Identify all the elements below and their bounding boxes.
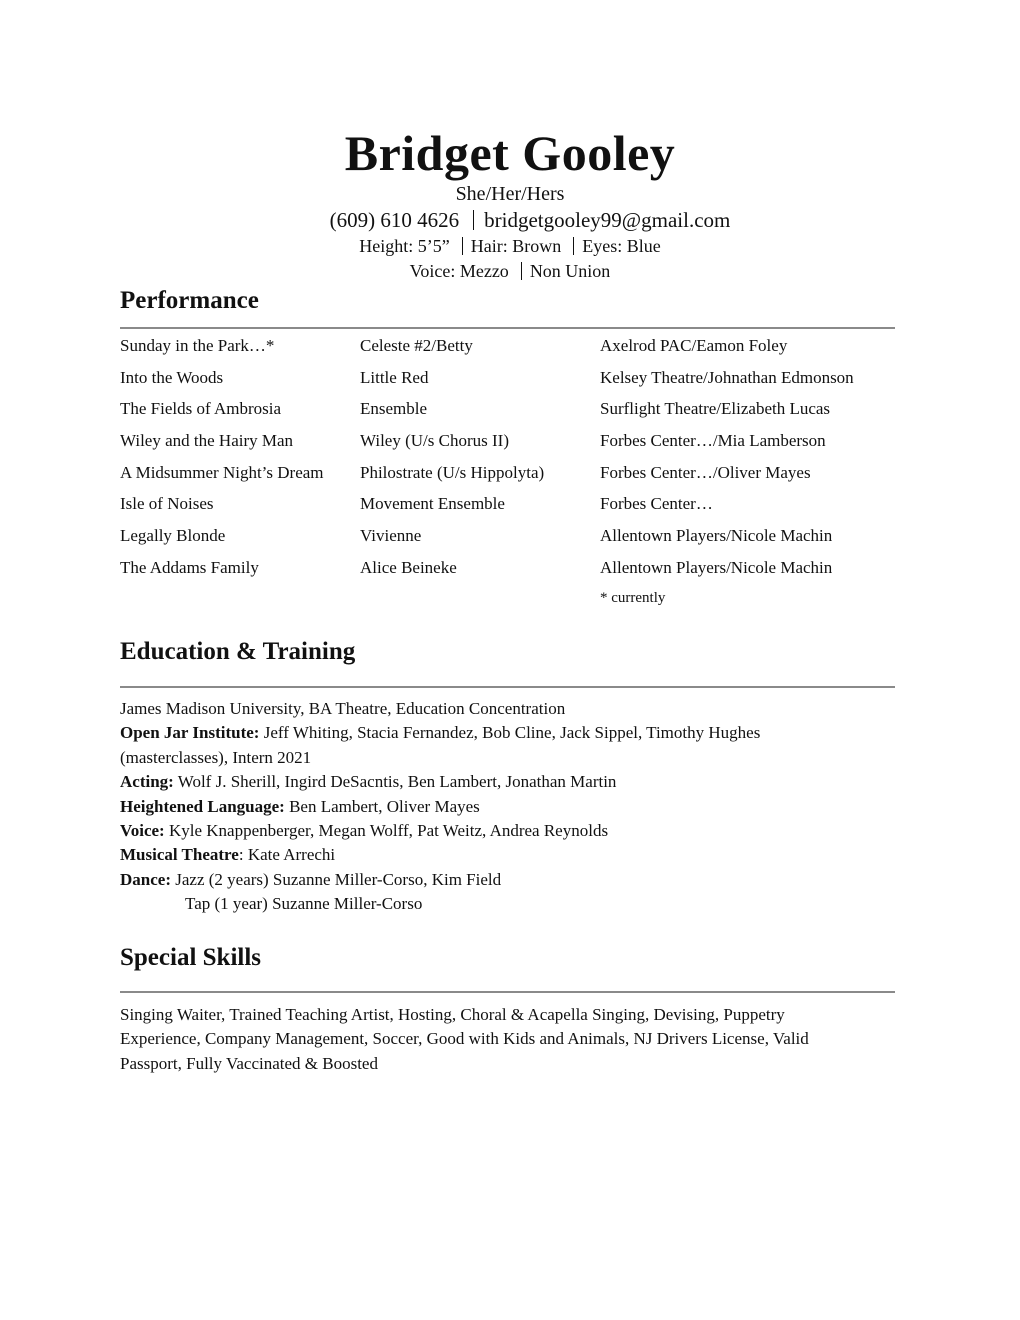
performance-table (120, 333, 900, 587)
training-label: Acting: (120, 772, 174, 792)
show-title: Isle of Noises (120, 494, 214, 514)
training-label: Voice: (120, 821, 165, 841)
show-title: The Fields of Ambrosia (120, 399, 282, 419)
hair-stat: Hair: Brown (470, 236, 562, 256)
performance-row (120, 428, 900, 460)
show-title: Wiley and the Hairy Man (120, 431, 294, 451)
footnote: * currently (600, 590, 666, 606)
education-degree: James Madison University, BA Theatre, Education Concentration (120, 699, 566, 718)
section-rule (120, 991, 895, 993)
show-title: A Midsummer Night’s Dream (120, 462, 324, 482)
training-heightened-language (120, 795, 900, 819)
performance-heading: Performance (120, 287, 259, 314)
show-title: The Addams Family (120, 557, 259, 577)
contact-line (0, 206, 1020, 234)
performance-row (120, 365, 900, 397)
training-label: Musical Theatre (120, 845, 239, 865)
role: Philostrate (U/s Hippolyta) (360, 462, 545, 482)
training-detail: Wolf J. Sherill, Ingird DeSacntis, Ben Lambert, Jonathan Martin (173, 772, 617, 792)
education-heading: Education & Training (120, 638, 356, 665)
company-director: Surflight Theatre/Elizabeth Lucas (600, 399, 831, 419)
training-voice (120, 819, 900, 843)
performance-row (120, 460, 900, 492)
voice-stat: Voice: Mezzo (409, 261, 509, 281)
company-director: Allentown Players/Nicole Machin (600, 557, 833, 577)
training-acting (120, 770, 900, 794)
union-status: Non Union (529, 261, 611, 281)
eyes-stat: Eyes: Blue (582, 236, 661, 256)
company-director: Allentown Players/Nicole Machin (600, 526, 833, 546)
company-director: Forbes Center…/Mia Lamberson (600, 431, 826, 451)
performance-row (120, 491, 900, 523)
training-detail: : Kate Arrechi (238, 845, 336, 865)
skills-line: Experience, Company Management, Soccer, Good with Kids and Animals, NJ Drivers License, Valid (120, 1029, 809, 1049)
skills-line: Singing Waiter, Trained Teaching Artist, Hosting, Choral & Acapella Singing, Devising, Puppetry (120, 1005, 785, 1024)
section-rule (120, 327, 895, 329)
training-detail: Ben Lambert, Oliver Mayes (284, 796, 480, 816)
resume-header (0, 122, 1020, 284)
training-open-jar (120, 721, 900, 745)
performance-row (120, 523, 900, 555)
company-director: Axelrod PAC/Eamon Foley (600, 336, 788, 355)
training-label: Open Jar Institute: (120, 723, 260, 743)
show-title: Sunday in the Park…* (120, 336, 275, 355)
stats-line (0, 234, 1020, 259)
training-dance-cont: Tap (1 year) Suzanne Miller-Corso (185, 894, 423, 914)
performance-row (120, 555, 900, 587)
role: Ensemble (360, 399, 428, 419)
divider (521, 262, 522, 280)
email-address: bridgetgooley99@gmail.com (484, 208, 731, 232)
role: Movement Ensemble (360, 494, 505, 514)
performance-row (120, 396, 900, 428)
training-detail: Kyle Knappenberger, Megan Wolff, Pat Weitz, Andrea Reynolds (164, 821, 609, 841)
performance-row (120, 333, 900, 365)
skills-heading: Special Skills (120, 944, 262, 971)
skills-line: Passport, Fully Vaccinated & Boosted (120, 1053, 378, 1073)
phone-number: (609) 610 4626 (329, 208, 460, 232)
role: Wiley (U/s Chorus II) (360, 431, 509, 451)
role: Vivienne (360, 526, 422, 546)
candidate-name: Bridget Gooley (344, 125, 676, 181)
show-title: Legally Blonde (120, 526, 226, 546)
section-rule (120, 686, 895, 688)
skills-list (120, 1003, 900, 1076)
role: Little Red (360, 367, 429, 387)
training-label: Heightened Language: (120, 796, 285, 816)
company-director: Forbes Center… (600, 494, 713, 514)
height-stat: Height: 5’5” (359, 236, 450, 256)
training-open-jar-cont: (masterclasses), Intern 2021 (120, 747, 312, 767)
show-title: Into the Woods (120, 367, 224, 387)
training-detail: Jazz (2 years) Suzanne Miller-Corso, Kim Field (170, 869, 502, 889)
role: Alice Beineke (360, 557, 457, 577)
company-director: Forbes Center…/Oliver Mayes (600, 462, 811, 482)
training-dance (120, 868, 900, 892)
divider (462, 237, 463, 255)
role: Celeste #2/Betty (360, 336, 473, 355)
pronouns: She/Her/Hers (455, 183, 565, 205)
training-musical-theatre (120, 843, 900, 867)
divider (473, 210, 474, 230)
training-detail: Jeff Whiting, Stacia Fernandez, Bob Cline, Jack Sippel, Timothy Hughes (259, 723, 761, 743)
training-label: Dance: (120, 869, 171, 889)
company-director: Kelsey Theatre/Johnathan Edmonson (600, 367, 854, 387)
education-list (120, 697, 900, 917)
voice-line (0, 259, 1020, 284)
divider (573, 237, 574, 255)
